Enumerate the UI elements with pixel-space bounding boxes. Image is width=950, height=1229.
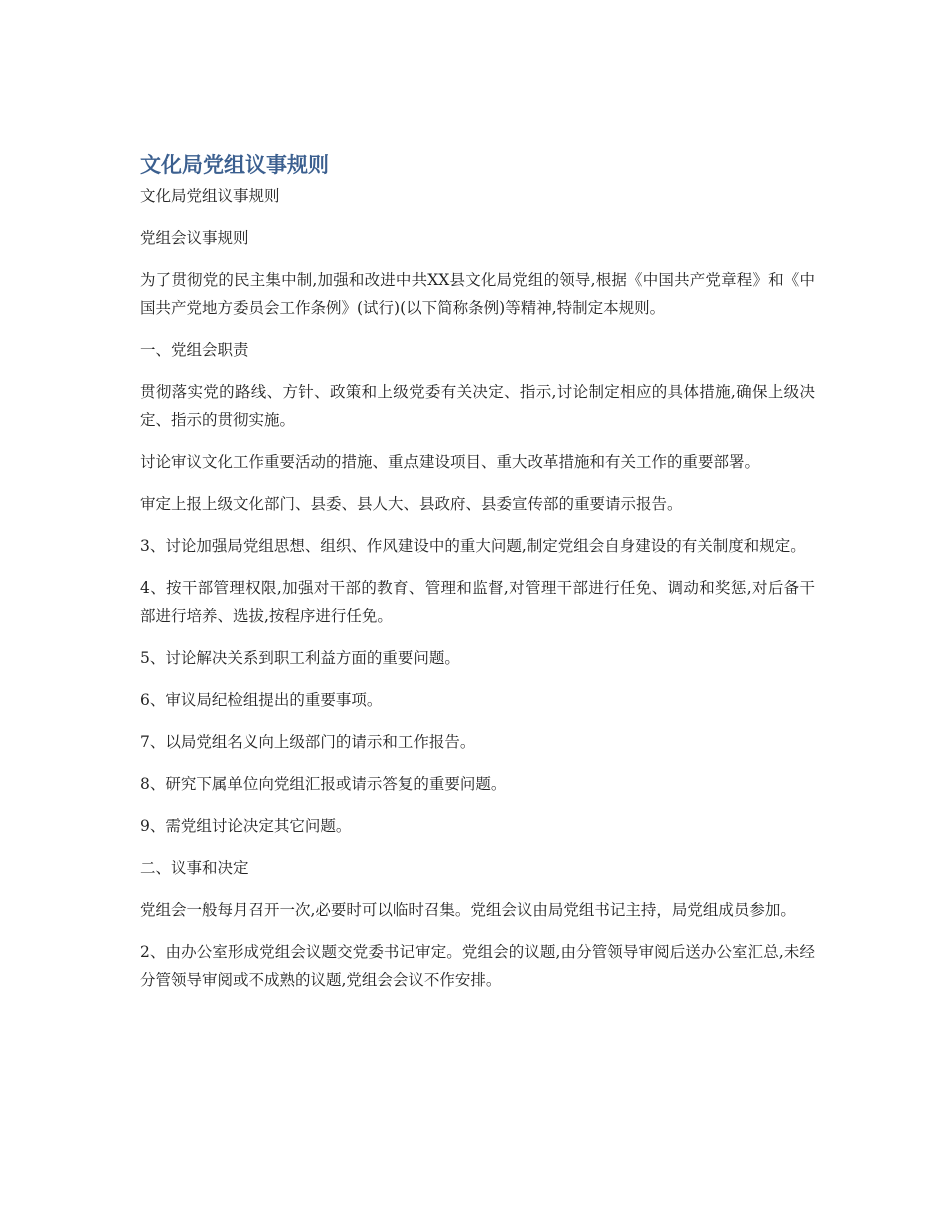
subtitle: 文化局党组议事规则 (140, 187, 280, 205)
list-item: 8、研究下属单位向党组汇报或请示答复的重要问题。 (140, 775, 507, 793)
paragraph: 审定上报上级文化部门、县委、县人大、县政府、县委宣传部的重要请示报告。 (140, 495, 683, 513)
list-item: 9、需党组讨论决定其它问题。 (140, 817, 352, 835)
list-item: 3、讨论加强局党组思想、组织、作风建设中的重大问题,制定党组会自身建设的有关制度和规定。 (140, 537, 806, 555)
section-heading: 二、议事和决定 (140, 859, 249, 877)
paragraph: 为了贯彻党的民主集中制,加强和改进中共XX县文化局党组的领导,根据《中国共产党章程》和《中国共产党地方委员会工作条例》(试行)(以下简称条例)等精神,特制定本规则。 (140, 271, 815, 317)
section-heading: 党组会议事规则 (140, 229, 249, 247)
list-item: 2、由办公室形成党组会议题交党委书记审定。党组会的议题,由分管领导审阅后送办公室汇总,未经分管领导审阅或不成熟的议题,党组会会议不作安排。 (140, 943, 815, 989)
section-heading: 一、党组会职责 (140, 341, 249, 359)
document-title: 文化局党组议事规则 (140, 153, 329, 177)
list-item: 7、以局党组名义向上级部门的请示和工作报告。 (140, 733, 476, 751)
list-item: 6、审议局纪检组提出的重要事项。 (140, 691, 383, 709)
paragraph: 党组会一般每月召开一次,必要时可以临时召集。党组会议由局党组书记主持，局党组成员参加。 (140, 901, 796, 919)
paragraph: 讨论审议文化工作重要活动的措施、重点建设项目、重大改革措施和有关工作的重要部署。 (140, 453, 761, 471)
list-item: 4、按干部管理权限,加强对干部的教育、管理和监督,对管理干部进行任免、调动和奖惩,对后备干部进行培养、选拔,按程序进行任免。 (140, 579, 815, 625)
paragraph: 贯彻落实党的路线、方针、政策和上级党委有关决定、指示,讨论制定相应的具体措施,确保上级决定、指示的贯彻实施。 (140, 383, 815, 429)
document-body (140, 150, 815, 1008)
list-item: 5、讨论解决关系到职工利益方面的重要问题。 (140, 649, 460, 667)
